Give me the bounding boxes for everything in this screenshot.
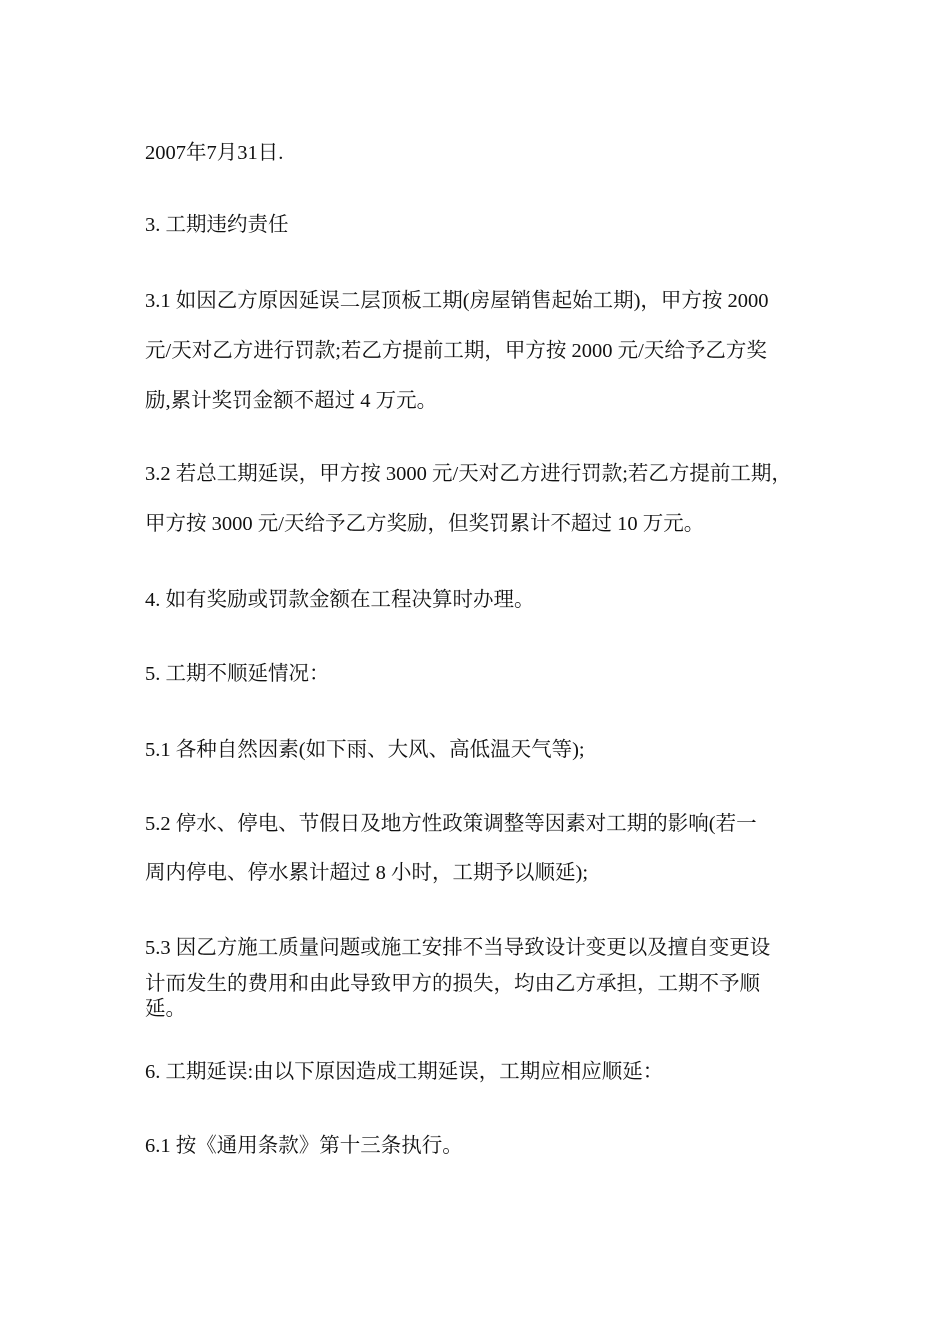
section-6-heading: 6. 工期延误:由以下原因造成工期延误，工期应相应顺延： [145,1061,664,1083]
section-5-heading: 5. 工期不顺延情况： [145,663,330,685]
clause-3-1-line-3: 励,累计奖罚金额不超过 4 万元。 [145,390,438,412]
clause-5-2-line-2: 周内停电、停水累计超过 8 小时，工期予以顺延); [145,862,589,884]
clause-6-1-text: 6.1 按《通用条款》第十三条执行。 [145,1135,463,1157]
clause-3-2-line-1: 3.2 若总工期延误，甲方按 3000 元/天对乙方进行罚款;若乙方提前工期， [145,463,792,485]
section-3-heading: 3. 工期违约责任 [145,214,289,236]
clause-5-3-line-3: 延。 [145,998,186,1020]
clause-5-3-line-1: 5.3 因乙方施工质量问题或施工安排不当导致设计变更以及擅自变更设 [145,937,771,959]
clause-3-1-line-1: 3.1 如因乙方原因延误二层顶板工期(房屋销售起始工期)，甲方按 2000 [145,290,769,312]
clause-3-2-line-2: 甲方按 3000 元/天给予乙方奖励，但奖罚累计不超过 10 万元。 [145,513,705,535]
clause-5-3-line-2: 计而发生的费用和由此导致甲方的损失，均由乙方承担，工期不予顺 [145,973,760,995]
clause-5-1-text: 5.1 各种自然因素(如下雨、大风、高低温天气等); [145,739,585,761]
section-4-text: 4. 如有奖励或罚款金额在工程决算时办理。 [145,589,535,611]
clause-3-1-line-2: 元/天对乙方进行罚款;若乙方提前工期，甲方按 2000 元/天给予乙方奖 [145,340,767,362]
clause-5-2-line-1: 5.2 停水、停电、节假日及地方性政策调整等因素对工期的影响(若一 [145,813,757,835]
date-line: 2007年7月31日. [145,142,284,164]
